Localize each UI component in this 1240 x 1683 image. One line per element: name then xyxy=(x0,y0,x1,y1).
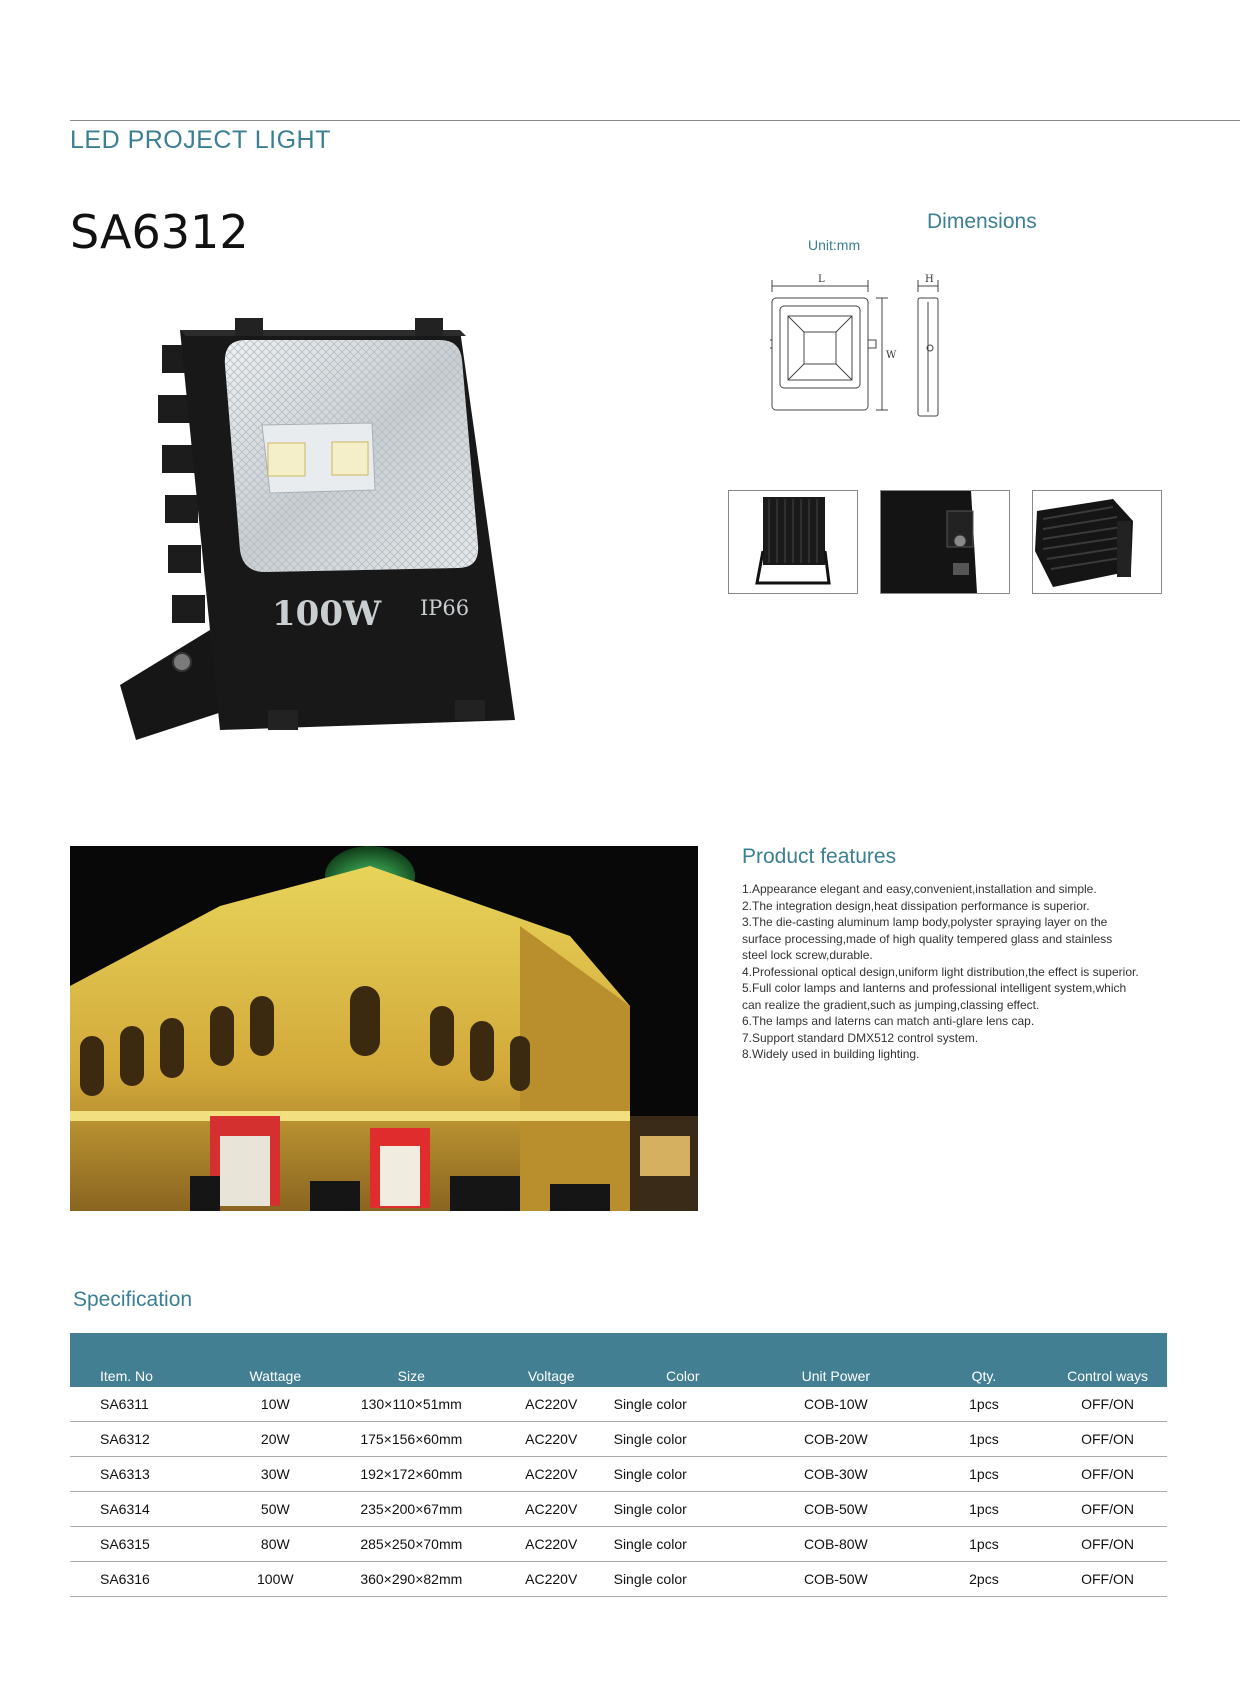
cell-voltage: AC220V xyxy=(489,1527,614,1562)
cell-wattage: 80W xyxy=(217,1527,334,1562)
cell-size: 235×200×67mm xyxy=(334,1492,489,1527)
column-header-size: Size xyxy=(334,1333,489,1387)
cell-qty: 1pcs xyxy=(920,1492,1048,1527)
feature-line: 6.The lamps and laterns can match anti-glare lens cap. xyxy=(742,1014,1035,1028)
feature-line: surface processing,made of high quality tempered glass and stainless xyxy=(742,931,1113,946)
cell-voltage: AC220V xyxy=(489,1387,614,1422)
cell-color: Single color xyxy=(614,1387,752,1422)
cell-unit-power: COB-50W xyxy=(752,1562,920,1597)
wattage-label: 100W xyxy=(272,594,382,634)
cell-unit-power: COB-20W xyxy=(752,1422,920,1457)
product-thumbnail-side xyxy=(1032,490,1162,594)
cell-item-no: SA6316 xyxy=(70,1562,217,1597)
feature-line: 1.Appearance elegant and easy,convenient,installation and simple. xyxy=(742,882,1097,896)
dim-label-h: H xyxy=(925,274,934,285)
cell-qty: 1pcs xyxy=(920,1457,1048,1492)
specification-table xyxy=(70,1333,1167,1597)
feature-line: 2.The integration design,heat dissipation performance is superior. xyxy=(742,898,1090,913)
cell-wattage: 30W xyxy=(217,1457,334,1492)
product-thumbnail-back xyxy=(728,490,858,594)
feature-line: 3.The die-casting aluminum lamp body,polyster spraying layer on the xyxy=(742,915,1108,929)
cell-item-no: SA6314 xyxy=(70,1492,217,1527)
cell-qty: 1pcs xyxy=(920,1422,1048,1457)
cell-unit-power: COB-50W xyxy=(752,1492,920,1527)
cell-color: Single color xyxy=(614,1562,752,1597)
dim-label-l: L xyxy=(818,274,825,285)
model-number: SA6312 xyxy=(70,205,249,259)
cell-color: Single color xyxy=(614,1492,752,1527)
section-title: LED PROJECT LIGHT xyxy=(70,126,331,154)
cell-qty: 1pcs xyxy=(920,1387,1048,1422)
cell-item-no: SA6313 xyxy=(70,1457,217,1492)
cell-color: Single color xyxy=(614,1457,752,1492)
cell-item-no: SA6312 xyxy=(70,1422,217,1457)
feature-line: 5.Full color lamps and lanterns and professional intelligent system,which xyxy=(742,981,1127,995)
cell-qty: 1pcs xyxy=(920,1527,1048,1562)
cell-wattage: 50W xyxy=(217,1492,334,1527)
column-header-unit-power: Unit Power xyxy=(752,1333,920,1387)
table-header-row xyxy=(70,1333,1167,1387)
column-header-wattage: Wattage xyxy=(217,1333,334,1387)
building-night-photo xyxy=(70,846,698,1211)
cell-control-ways: OFF/ON xyxy=(1048,1457,1167,1492)
dimensions-title: Dimensions xyxy=(927,210,1037,233)
cell-wattage: 10W xyxy=(217,1387,334,1422)
table-row xyxy=(70,1492,1167,1527)
column-header-color: Color xyxy=(614,1333,752,1387)
cell-size: 360×290×82mm xyxy=(334,1562,489,1597)
cell-color: Single color xyxy=(614,1527,752,1562)
table-row xyxy=(70,1422,1167,1457)
cell-unit-power: COB-30W xyxy=(752,1457,920,1492)
dim-label-w: W xyxy=(886,350,897,361)
column-header-voltage: Voltage xyxy=(489,1333,614,1387)
cell-voltage: AC220V xyxy=(489,1562,614,1597)
product-thumbnail-detail xyxy=(880,490,1010,594)
top-divider xyxy=(70,120,1240,121)
cell-unit-power: COB-10W xyxy=(752,1387,920,1422)
cell-qty: 2pcs xyxy=(920,1562,1048,1597)
column-header-item-no: Item. No xyxy=(70,1333,217,1387)
table-row xyxy=(70,1562,1167,1597)
cell-control-ways: OFF/ON xyxy=(1048,1527,1167,1562)
feature-line: can realize the gradient,such as jumping,classing effect. xyxy=(742,997,1040,1012)
cell-size: 130×110×51mm xyxy=(334,1387,489,1422)
cell-color: Single color xyxy=(614,1422,752,1457)
cell-unit-power: COB-80W xyxy=(752,1527,920,1562)
cell-voltage: AC220V xyxy=(489,1422,614,1457)
feature-line: 4.Professional optical design,uniform light distribution,the effect is superior. xyxy=(742,964,1139,979)
table-row xyxy=(70,1387,1167,1422)
specification-title: Specification xyxy=(73,1288,193,1311)
feature-line: 8.Widely used in building lighting. xyxy=(742,1047,920,1061)
table-row xyxy=(70,1457,1167,1492)
cell-item-no: SA6315 xyxy=(70,1527,217,1562)
feature-line: steel lock screw,durable. xyxy=(742,948,873,962)
dimensions-drawing xyxy=(770,272,970,462)
features-title: Product features xyxy=(742,845,897,868)
cell-size: 192×172×60mm xyxy=(334,1457,489,1492)
cell-control-ways: OFF/ON xyxy=(1048,1562,1167,1597)
cell-wattage: 20W xyxy=(217,1422,334,1457)
cell-size: 175×156×60mm xyxy=(334,1422,489,1457)
cell-item-no: SA6311 xyxy=(70,1387,217,1422)
floodlight-product-image xyxy=(110,300,580,780)
cell-control-ways: OFF/ON xyxy=(1048,1387,1167,1422)
cell-control-ways: OFF/ON xyxy=(1048,1422,1167,1457)
cell-size: 285×250×70mm xyxy=(334,1527,489,1562)
dimensions-unit: Unit:mm xyxy=(808,237,861,253)
column-header-qty: Qty. xyxy=(920,1333,1048,1387)
features-list xyxy=(742,881,1162,1063)
table-row xyxy=(70,1527,1167,1562)
cell-wattage: 100W xyxy=(217,1562,334,1597)
cell-voltage: AC220V xyxy=(489,1457,614,1492)
ip-rating-label: IP66 xyxy=(420,596,470,620)
cell-control-ways: OFF/ON xyxy=(1048,1492,1167,1527)
feature-line: 7.Support standard DMX512 control system. xyxy=(742,1030,979,1045)
column-header-control-ways: Control ways xyxy=(1048,1333,1167,1387)
cell-voltage: AC220V xyxy=(489,1492,614,1527)
